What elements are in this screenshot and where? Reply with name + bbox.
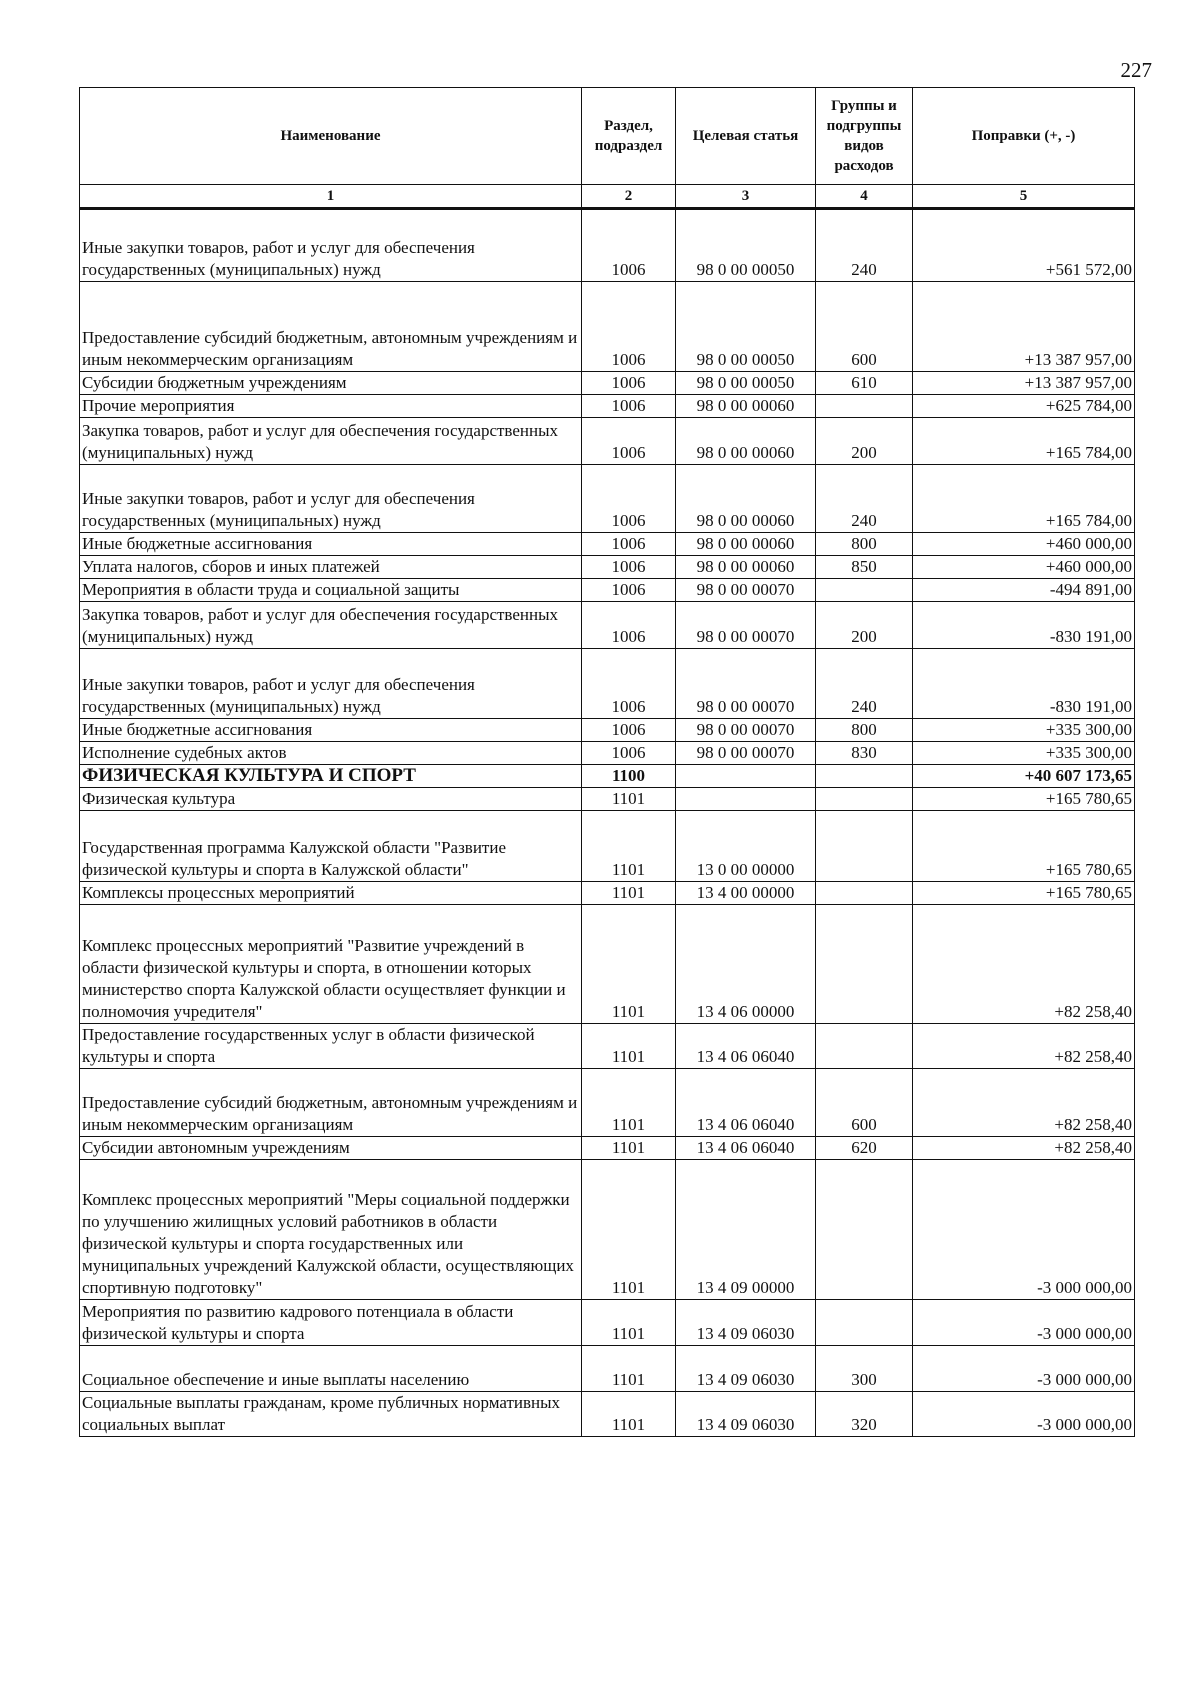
row-target-article: 98 0 00 00070 <box>676 579 816 602</box>
budget-amendments-table <box>79 87 1135 1437</box>
row-section-code: 1101 <box>582 1069 676 1137</box>
row-target-article: 13 4 06 06040 <box>676 1024 816 1069</box>
table-row <box>80 1024 1135 1069</box>
row-amendment-amount: +165 784,00 <box>913 465 1135 533</box>
row-section-code: 1006 <box>582 556 676 579</box>
row-name: Субсидии автономным учреждениям <box>80 1137 582 1160</box>
row-section-code: 1006 <box>582 742 676 765</box>
row-section-code: 1006 <box>582 465 676 533</box>
row-section-code: 1006 <box>582 209 676 282</box>
row-expense-group: 620 <box>816 1137 913 1160</box>
row-expense-group <box>816 765 913 788</box>
table-row <box>80 1300 1135 1346</box>
row-target-article: 13 4 06 06040 <box>676 1069 816 1137</box>
row-name: Предоставление субсидий бюджетным, автономным учреждениям и иным некоммерческим организациям <box>80 1069 582 1137</box>
table-row <box>80 418 1135 465</box>
column-number: 5 <box>913 185 1135 209</box>
row-expense-group <box>816 811 913 882</box>
row-amendment-amount: +82 258,40 <box>913 1024 1135 1069</box>
row-amendment-amount: +13 387 957,00 <box>913 372 1135 395</box>
row-name: Иные закупки товаров, работ и услуг для обеспечения государственных (муниципальных) нужд <box>80 465 582 533</box>
column-number: 2 <box>582 185 676 209</box>
row-target-article: 98 0 00 00070 <box>676 719 816 742</box>
row-section-code: 1101 <box>582 905 676 1024</box>
row-name: Уплата налогов, сборов и иных платежей <box>80 556 582 579</box>
row-amendment-amount: +40 607 173,65 <box>913 765 1135 788</box>
table-row <box>80 742 1135 765</box>
row-section-code: 1006 <box>582 649 676 719</box>
row-amendment-amount: +82 258,40 <box>913 1137 1135 1160</box>
row-target-article: 98 0 00 00060 <box>676 418 816 465</box>
row-section-code: 1101 <box>582 882 676 905</box>
row-target-article: 13 4 09 06030 <box>676 1346 816 1392</box>
row-amendment-amount: +82 258,40 <box>913 905 1135 1024</box>
row-name: Иные бюджетные ассигнования <box>80 719 582 742</box>
table-row <box>80 209 1135 282</box>
row-amendment-amount: +165 780,65 <box>913 882 1135 905</box>
row-expense-group <box>816 1300 913 1346</box>
row-amendment-amount: +165 780,65 <box>913 811 1135 882</box>
row-name: Иные закупки товаров, работ и услуг для обеспечения государственных (муниципальных) нужд <box>80 649 582 719</box>
row-section-code: 1006 <box>582 533 676 556</box>
row-target-article: 98 0 00 00050 <box>676 209 816 282</box>
column-number: 1 <box>80 185 582 209</box>
row-name: Комплексы процессных мероприятий <box>80 882 582 905</box>
header-section: Раздел, подраздел <box>582 88 676 185</box>
row-section-code: 1006 <box>582 395 676 418</box>
row-target-article: 98 0 00 00060 <box>676 395 816 418</box>
row-section-code: 1006 <box>582 418 676 465</box>
row-expense-group: 300 <box>816 1346 913 1392</box>
row-amendment-amount: -494 891,00 <box>913 579 1135 602</box>
table-row <box>80 372 1135 395</box>
header-name: Наименование <box>80 88 582 185</box>
row-name: Закупка товаров, работ и услуг для обеспечения государственных (муниципальных) нужд <box>80 602 582 649</box>
row-expense-group: 240 <box>816 209 913 282</box>
row-expense-group <box>816 882 913 905</box>
row-expense-group: 320 <box>816 1392 913 1437</box>
row-target-article: 13 4 06 06040 <box>676 1137 816 1160</box>
row-section-code: 1101 <box>582 1137 676 1160</box>
row-target-article: 13 4 09 00000 <box>676 1160 816 1300</box>
row-name: Государственная программа Калужской области "Развитие физической культуры и спорта в Калужской области" <box>80 811 582 882</box>
row-expense-group: 200 <box>816 602 913 649</box>
row-target-article: 98 0 00 00060 <box>676 465 816 533</box>
row-target-article: 98 0 00 00060 <box>676 533 816 556</box>
row-expense-group <box>816 395 913 418</box>
table-row <box>80 905 1135 1024</box>
row-expense-group: 800 <box>816 533 913 556</box>
row-name: Иные закупки товаров, работ и услуг для обеспечения государственных (муниципальных) нужд <box>80 209 582 282</box>
row-target-article: 98 0 00 00070 <box>676 649 816 719</box>
row-name: Прочие мероприятия <box>80 395 582 418</box>
row-expense-group <box>816 1160 913 1300</box>
row-target-article: 98 0 00 00060 <box>676 556 816 579</box>
row-expense-group <box>816 1024 913 1069</box>
row-expense-group: 200 <box>816 418 913 465</box>
row-target-article: 13 0 00 00000 <box>676 811 816 882</box>
header-target-article: Целевая статья <box>676 88 816 185</box>
table-row <box>80 579 1135 602</box>
table-row <box>80 811 1135 882</box>
row-expense-group: 850 <box>816 556 913 579</box>
header-amendments: Поправки (+, -) <box>913 88 1135 185</box>
row-expense-group: 600 <box>816 1069 913 1137</box>
row-amendment-amount: +335 300,00 <box>913 742 1135 765</box>
table-row <box>80 1137 1135 1160</box>
row-name: Исполнение судебных актов <box>80 742 582 765</box>
row-expense-group: 240 <box>816 465 913 533</box>
table-row <box>80 533 1135 556</box>
row-name: Мероприятия в области труда и социальной защиты <box>80 579 582 602</box>
row-amendment-amount: -3 000 000,00 <box>913 1300 1135 1346</box>
row-name: Предоставление государственных услуг в области физической культуры и спорта <box>80 1024 582 1069</box>
row-amendment-amount: +335 300,00 <box>913 719 1135 742</box>
row-expense-group: 830 <box>816 742 913 765</box>
row-amendment-amount: +165 780,65 <box>913 788 1135 811</box>
row-target-article <box>676 788 816 811</box>
row-section-code: 1006 <box>582 282 676 372</box>
table-row <box>80 282 1135 372</box>
header-expense-groups: Группы и подгруппы видов расходов <box>816 88 913 185</box>
row-name: Субсидии бюджетным учреждениям <box>80 372 582 395</box>
row-amendment-amount: +13 387 957,00 <box>913 282 1135 372</box>
row-amendment-amount: -3 000 000,00 <box>913 1392 1135 1437</box>
row-target-article: 98 0 00 00070 <box>676 602 816 649</box>
row-target-article: 98 0 00 00050 <box>676 372 816 395</box>
table-row <box>80 1346 1135 1392</box>
table-row <box>80 765 1135 788</box>
table-row <box>80 788 1135 811</box>
row-amendment-amount: +460 000,00 <box>913 533 1135 556</box>
row-name: Комплекс процессных мероприятий "Меры социальной поддержки по улучшению жилищных условий работников в области физической культуры и спорта государственных или муниципальных учреждений Калужской области, осуществляющих спортивную подготовку" <box>80 1160 582 1300</box>
row-amendment-amount: -830 191,00 <box>913 602 1135 649</box>
row-section-code: 1100 <box>582 765 676 788</box>
row-section-code: 1101 <box>582 1392 676 1437</box>
row-name: ФИЗИЧЕСКАЯ КУЛЬТУРА И СПОРТ <box>80 765 582 788</box>
table-row <box>80 1160 1135 1300</box>
row-name: Закупка товаров, работ и услуг для обеспечения государственных (муниципальных) нужд <box>80 418 582 465</box>
row-target-article: 13 4 09 06030 <box>676 1392 816 1437</box>
table-row <box>80 465 1135 533</box>
row-expense-group: 600 <box>816 282 913 372</box>
row-expense-group <box>816 579 913 602</box>
table-row <box>80 1069 1135 1137</box>
page-number: 227 <box>1120 58 1152 82</box>
table-row <box>80 556 1135 579</box>
row-expense-group <box>816 905 913 1024</box>
row-amendment-amount: +625 784,00 <box>913 395 1135 418</box>
row-amendment-amount: -3 000 000,00 <box>913 1160 1135 1300</box>
row-section-code: 1101 <box>582 1024 676 1069</box>
row-section-code: 1101 <box>582 1300 676 1346</box>
row-name: Комплекс процессных мероприятий "Развитие учреждений в области физической культуры и спорта, в отношении которых министерство спорта Калужской области осуществляет функции и полномочия учредителя" <box>80 905 582 1024</box>
row-target-article: 98 0 00 00070 <box>676 742 816 765</box>
row-name: Социальные выплаты гражданам, кроме публичных нормативных социальных выплат <box>80 1392 582 1437</box>
row-section-code: 1101 <box>582 1160 676 1300</box>
row-amendment-amount: -3 000 000,00 <box>913 1346 1135 1392</box>
row-amendment-amount: +460 000,00 <box>913 556 1135 579</box>
row-section-code: 1006 <box>582 719 676 742</box>
row-target-article: 13 4 00 00000 <box>676 882 816 905</box>
table-row <box>80 395 1135 418</box>
row-section-code: 1101 <box>582 1346 676 1392</box>
column-number: 3 <box>676 185 816 209</box>
row-name: Иные бюджетные ассигнования <box>80 533 582 556</box>
row-target-article: 98 0 00 00050 <box>676 282 816 372</box>
row-name: Физическая культура <box>80 788 582 811</box>
row-section-code: 1006 <box>582 602 676 649</box>
row-amendment-amount: +165 784,00 <box>913 418 1135 465</box>
row-name: Социальное обеспечение и иные выплаты населению <box>80 1346 582 1392</box>
row-section-code: 1101 <box>582 788 676 811</box>
row-target-article <box>676 765 816 788</box>
table-row <box>80 602 1135 649</box>
row-expense-group: 800 <box>816 719 913 742</box>
table-row <box>80 1392 1135 1437</box>
table-row <box>80 882 1135 905</box>
row-amendment-amount: +561 572,00 <box>913 209 1135 282</box>
row-name: Мероприятия по развитию кадрового потенциала в области физической культуры и спорта <box>80 1300 582 1346</box>
row-section-code: 1006 <box>582 579 676 602</box>
row-amendment-amount: +82 258,40 <box>913 1069 1135 1137</box>
row-amendment-amount: -830 191,00 <box>913 649 1135 719</box>
row-name: Предоставление субсидий бюджетным, автономным учреждениям и иным некоммерческим организациям <box>80 282 582 372</box>
row-expense-group: 240 <box>816 649 913 719</box>
row-target-article: 13 4 09 06030 <box>676 1300 816 1346</box>
table-row <box>80 649 1135 719</box>
row-section-code: 1006 <box>582 372 676 395</box>
table-row <box>80 719 1135 742</box>
row-expense-group <box>816 788 913 811</box>
row-section-code: 1101 <box>582 811 676 882</box>
row-expense-group: 610 <box>816 372 913 395</box>
row-target-article: 13 4 06 00000 <box>676 905 816 1024</box>
column-number: 4 <box>816 185 913 209</box>
